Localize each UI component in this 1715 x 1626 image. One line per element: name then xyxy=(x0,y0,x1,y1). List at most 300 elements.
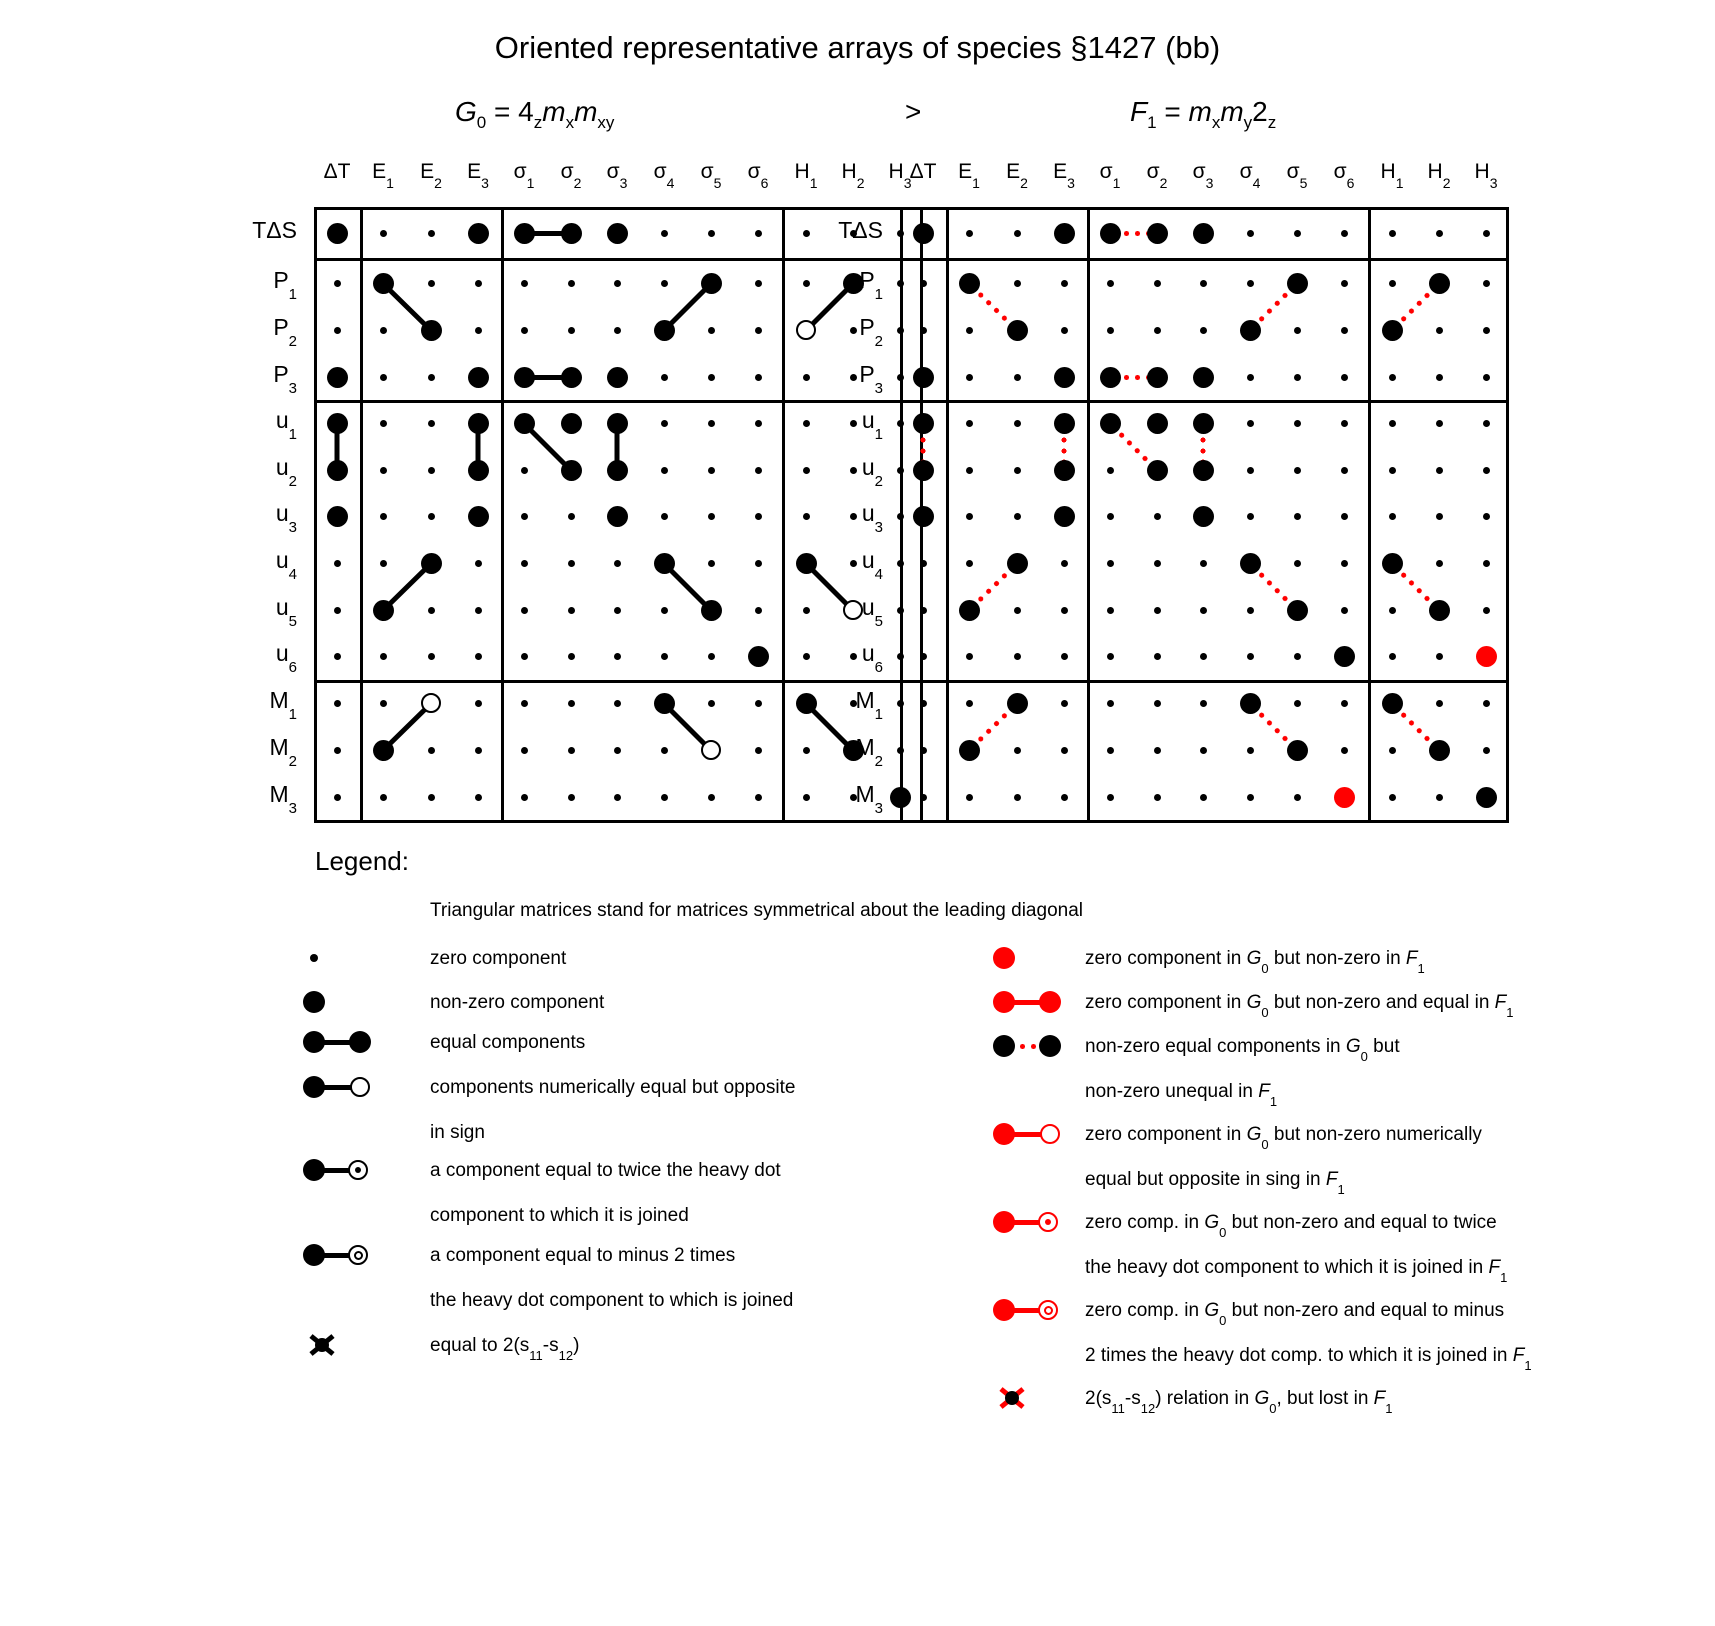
zero-dot xyxy=(661,280,668,287)
zero-dot xyxy=(1294,467,1301,474)
nonzero-dot xyxy=(1193,413,1214,434)
nonzero-dot xyxy=(607,460,628,481)
nonzero-dot xyxy=(654,320,675,341)
nonzero-dot xyxy=(1429,600,1450,621)
row-header-base: P xyxy=(859,361,875,387)
legend-group-G: G xyxy=(1204,1300,1220,1321)
zero-dot xyxy=(1436,794,1443,801)
column-header-sub: 2 xyxy=(434,175,442,192)
zero-dot xyxy=(475,700,482,707)
legend-cross-icon xyxy=(306,1331,340,1359)
legend-text-part: 2 times the heavy dot comp. to which it is joined in xyxy=(1085,1345,1513,1366)
right-group-label xyxy=(1130,96,1277,132)
row-header-P3 xyxy=(237,361,297,397)
zero-dot xyxy=(334,653,341,660)
zero-dot xyxy=(568,513,575,520)
zero-dot xyxy=(1107,794,1114,801)
column-header-σ4 xyxy=(1228,160,1272,192)
red-nonzero-dot xyxy=(1476,646,1497,667)
nonzero-dot xyxy=(1007,553,1028,574)
row-header-sub: 2 xyxy=(874,332,883,350)
zero-dot xyxy=(1061,607,1068,614)
legend-group-F: F xyxy=(1373,1388,1386,1409)
legend-text-part: but xyxy=(1367,1036,1400,1057)
column-header-base: E xyxy=(1053,160,1068,183)
zero-dot xyxy=(1389,747,1396,754)
zero-dot xyxy=(1107,327,1114,334)
nonzero-dot xyxy=(1100,367,1121,388)
zero-dot xyxy=(521,467,528,474)
zero-dot xyxy=(1483,700,1490,707)
column-header-H3 xyxy=(1464,160,1508,192)
legend-symbol-red-solid-doublecircle xyxy=(990,1296,1090,1324)
legend-symbol-black-solid-open xyxy=(300,1073,400,1101)
nonzero-dot xyxy=(327,367,348,388)
zero-dot xyxy=(1107,513,1114,520)
zero-dot xyxy=(661,513,668,520)
zero-dot xyxy=(1389,230,1396,237)
zero-dot xyxy=(614,280,621,287)
row-header-u6 xyxy=(237,640,297,676)
row-header-sub: 5 xyxy=(288,612,297,630)
left-group-label xyxy=(455,96,615,132)
column-header-E2 xyxy=(409,160,453,192)
legend-group-G-sub: 0 xyxy=(1261,960,1269,976)
row-header-TS xyxy=(823,217,883,244)
zero-dot xyxy=(661,374,668,381)
row-header-P1 xyxy=(823,267,883,303)
zero-dot xyxy=(1014,794,1021,801)
left-group-subscript: 0 xyxy=(476,113,487,132)
row-header-u2 xyxy=(823,454,883,490)
column-header-base: σ xyxy=(1146,160,1160,183)
zero-dot xyxy=(334,327,341,334)
zero-dot xyxy=(1107,607,1114,614)
zero-dot xyxy=(521,560,528,567)
legend-group-G: G xyxy=(1254,1388,1270,1409)
nonzero-dot xyxy=(373,273,394,294)
zero-dot xyxy=(1389,513,1396,520)
legend-open-circle xyxy=(1040,1124,1060,1144)
nonzero-dot xyxy=(607,506,628,527)
zero-dot xyxy=(920,327,927,334)
zero-dot xyxy=(708,794,715,801)
column-header-sub: 4 xyxy=(666,175,675,192)
zero-dot xyxy=(755,513,762,520)
zero-dot xyxy=(1107,700,1114,707)
zero-dot xyxy=(614,607,621,614)
zero-dot xyxy=(966,513,973,520)
zero-dot xyxy=(708,467,715,474)
nonzero-dot xyxy=(607,413,628,434)
zero-dot xyxy=(1154,653,1161,660)
legend-symbol-cross-red xyxy=(990,1384,1090,1412)
zero-dot xyxy=(1154,560,1161,567)
matrix-vertical-divider xyxy=(501,207,504,823)
column-header-base: σ xyxy=(1333,160,1347,183)
legend-group-F-sub: 1 xyxy=(1417,960,1425,976)
zero-dot xyxy=(1061,280,1068,287)
legend-filled-dot xyxy=(993,1299,1015,1321)
nonzero-dot xyxy=(1334,646,1355,667)
nonzero-dot xyxy=(1100,413,1121,434)
red-nonzero-dot xyxy=(1334,787,1355,808)
zero-dot xyxy=(1014,607,1021,614)
row-header-u4 xyxy=(823,547,883,583)
group-relation-symbol: > xyxy=(905,96,922,127)
zero-dot xyxy=(1341,747,1348,754)
zero-dot xyxy=(803,374,810,381)
legend-text-part: but non-zero and equal in xyxy=(1268,992,1495,1013)
nonzero-dot xyxy=(607,223,628,244)
zero-dot xyxy=(1247,794,1254,801)
nonzero-dot xyxy=(1382,320,1403,341)
column-header-E3 xyxy=(1042,160,1086,192)
zero-dot xyxy=(1341,700,1348,707)
right-group-rx: x xyxy=(1211,113,1221,132)
column-header-base: H xyxy=(794,160,810,183)
column-header-base: E xyxy=(1006,160,1021,183)
zero-dot xyxy=(708,653,715,660)
zero-dot xyxy=(1294,230,1301,237)
row-header-sub: 2 xyxy=(288,752,297,770)
column-header-base: σ xyxy=(1099,160,1113,183)
zero-dot xyxy=(755,420,762,427)
zero-dot xyxy=(803,747,810,754)
column-header-sub: 2 xyxy=(856,175,865,192)
legend-text-sub: 12 xyxy=(1140,1400,1156,1416)
nonzero-dot xyxy=(796,693,817,714)
row-header-sub: 3 xyxy=(288,518,297,536)
zero-dot xyxy=(380,327,387,334)
legend-filled-dot xyxy=(310,954,318,962)
nonzero-dot xyxy=(468,413,489,434)
zero-dot xyxy=(803,230,810,237)
zero-dot xyxy=(1247,653,1254,660)
zero-dot xyxy=(1154,327,1161,334)
zero-dot xyxy=(803,607,810,614)
column-header-base: σ xyxy=(1192,160,1206,183)
zero-dot xyxy=(966,327,973,334)
nonzero-dot xyxy=(913,460,934,481)
zero-dot xyxy=(1294,513,1301,520)
legend-text-part: but non-zero and equal to minus xyxy=(1226,1300,1505,1321)
zero-dot xyxy=(1247,374,1254,381)
zero-dot xyxy=(475,560,482,567)
zero-dot xyxy=(1389,653,1396,660)
legend-text-part: zero comp. in xyxy=(1085,1212,1205,1233)
zero-dot xyxy=(1294,700,1301,707)
column-header-σ2 xyxy=(549,160,593,192)
zero-dot xyxy=(1341,607,1348,614)
legend-item-text: a component equal to twice the heavy dot xyxy=(430,1160,781,1181)
zero-dot xyxy=(521,747,528,754)
row-header-M1 xyxy=(237,687,297,723)
row-header-base: u xyxy=(861,594,875,620)
legend-filled-dot xyxy=(1039,1035,1061,1057)
column-header-base: H xyxy=(841,160,857,183)
zero-dot xyxy=(1389,794,1396,801)
row-header-sub: 4 xyxy=(874,565,883,583)
zero-dot xyxy=(334,280,341,287)
zero-dot xyxy=(1154,513,1161,520)
zero-dot xyxy=(1341,467,1348,474)
legend-group-G-sub: 0 xyxy=(1269,1400,1277,1416)
row-header-base: P xyxy=(273,361,289,387)
zero-dot xyxy=(568,607,575,614)
row-header-base: P xyxy=(859,267,875,293)
zero-dot xyxy=(966,700,973,707)
zero-dot xyxy=(920,280,927,287)
zero-dot xyxy=(661,794,668,801)
matrix-horizontal-divider xyxy=(900,258,1509,261)
row-header-u5 xyxy=(823,594,883,630)
zero-dot xyxy=(428,467,435,474)
legend-text-part: but non-zero numerically xyxy=(1268,1124,1482,1145)
row-header-sub: 1 xyxy=(288,705,297,723)
column-header-sub: 6 xyxy=(1346,175,1355,192)
legend-text-part: the heavy dot component to which it is joined in xyxy=(1085,1257,1489,1278)
zero-dot xyxy=(521,280,528,287)
nonzero-dot xyxy=(468,223,489,244)
legend-text-part: 2(s xyxy=(1085,1388,1112,1409)
zero-dot xyxy=(614,653,621,660)
column-header-base: H xyxy=(1427,160,1443,183)
legend-text-part: , but lost in xyxy=(1276,1388,1374,1409)
zero-dot xyxy=(920,653,927,660)
zero-dot xyxy=(1014,467,1021,474)
legend-item-text: a component equal to minus 2 times xyxy=(430,1245,736,1266)
zero-dot xyxy=(521,607,528,614)
row-header-M3 xyxy=(237,781,297,817)
row-header-TS xyxy=(237,217,297,244)
row-header-sub: 4 xyxy=(288,565,297,583)
column-header-σ3 xyxy=(595,160,639,192)
legend-group-F-sub: 1 xyxy=(1269,1093,1278,1109)
column-header-sub: 3 xyxy=(903,175,912,192)
page-title: Oriented representative arrays of species §1427 (bb) xyxy=(494,30,1221,65)
legend-symbol-red-solid-red xyxy=(990,988,1090,1016)
legend-group-G: G xyxy=(1204,1212,1220,1233)
left-group-m2: m xyxy=(574,96,598,127)
zero-dot xyxy=(1483,607,1490,614)
column-header-sub: 6 xyxy=(760,175,769,192)
zero-dot xyxy=(803,794,810,801)
row-header-base: u xyxy=(861,500,875,526)
legend-text-sub: 11 xyxy=(529,1347,543,1363)
row-header-base: TΔS xyxy=(252,217,297,243)
row-header-base: M xyxy=(269,687,289,713)
legend-group-G: G xyxy=(1345,1036,1361,1057)
row-header-base: u xyxy=(275,500,289,526)
zero-dot xyxy=(568,747,575,754)
zero-dot xyxy=(1107,747,1114,754)
left-group-z: z xyxy=(533,113,543,132)
matrix-vertical-divider xyxy=(1087,207,1090,823)
legend-text-part: ) relation in xyxy=(1155,1388,1255,1409)
zero-dot xyxy=(428,230,435,237)
column-header-base: E xyxy=(420,160,435,183)
zero-dot xyxy=(334,700,341,707)
zero-dot xyxy=(1294,653,1301,660)
open-circle-dot xyxy=(701,740,721,760)
nonzero-dot xyxy=(959,273,980,294)
zero-dot xyxy=(966,653,973,660)
nonzero-dot xyxy=(1429,273,1450,294)
zero-dot xyxy=(1294,374,1301,381)
column-header-base: σ xyxy=(653,160,667,183)
legend-group-G-sub: 0 xyxy=(1261,1004,1269,1020)
zero-dot xyxy=(380,230,387,237)
row-header-base: P xyxy=(273,314,289,340)
nonzero-dot xyxy=(1382,553,1403,574)
nonzero-dot xyxy=(327,460,348,481)
zero-dot xyxy=(1389,374,1396,381)
column-header-H2 xyxy=(1417,160,1461,192)
column-header-sub: 2 xyxy=(1159,175,1168,192)
zero-dot xyxy=(1483,374,1490,381)
zero-dot xyxy=(661,230,668,237)
column-header-σ6 xyxy=(1322,160,1366,192)
column-header-σ4 xyxy=(642,160,686,192)
zero-dot xyxy=(1107,467,1114,474)
legend-group-F: F xyxy=(1405,948,1418,969)
row-header-u5 xyxy=(237,594,297,630)
legend-item-text xyxy=(1085,1300,1505,1328)
legend-note: Triangular matrices stand for matrices symmetrical about the leading diagonal xyxy=(430,900,1083,921)
nonzero-dot xyxy=(701,273,722,294)
row-header-P1 xyxy=(237,267,297,303)
zero-dot xyxy=(755,280,762,287)
row-header-sub: 3 xyxy=(288,379,297,397)
row-header-sub: 1 xyxy=(874,285,883,303)
row-header-M1 xyxy=(823,687,883,723)
legend-inner-ring xyxy=(354,1251,363,1260)
legend-text-part: equal but opposite in sing in xyxy=(1085,1169,1326,1190)
legend-filled-dot xyxy=(993,1035,1015,1057)
zero-dot xyxy=(920,747,927,754)
zero-dot xyxy=(475,747,482,754)
zero-dot xyxy=(803,467,810,474)
zero-dot xyxy=(966,230,973,237)
nonzero-dot xyxy=(701,600,722,621)
row-header-base: u xyxy=(275,547,289,573)
row-header-sub: 6 xyxy=(874,658,883,676)
column-header-base: H xyxy=(1474,160,1490,183)
nonzero-dot xyxy=(1287,273,1308,294)
legend-text-sub: 11 xyxy=(1111,1400,1125,1416)
column-header-H1 xyxy=(784,160,828,192)
column-header-base: σ xyxy=(513,160,527,183)
legend-item-text: components numerically equal but opposite xyxy=(430,1077,796,1098)
nonzero-dot xyxy=(421,320,442,341)
legend-group-F: F xyxy=(1488,1257,1501,1278)
legend-text-part: but non-zero in xyxy=(1268,948,1406,969)
zero-dot xyxy=(1247,513,1254,520)
zero-dot xyxy=(1107,653,1114,660)
zero-dot xyxy=(1061,560,1068,567)
zero-dot xyxy=(1200,794,1207,801)
right-group-ry: y xyxy=(1243,113,1253,132)
zero-dot xyxy=(1247,747,1254,754)
legend-group-G-sub: 0 xyxy=(1360,1048,1368,1064)
legend-item-text: the heavy dot component to which is joined xyxy=(430,1290,794,1311)
legend-item-text xyxy=(1085,1081,1278,1109)
column-header-σ5 xyxy=(1275,160,1319,192)
zero-dot xyxy=(428,420,435,427)
column-header-σ2 xyxy=(1135,160,1179,192)
zero-dot xyxy=(803,513,810,520)
zero-dot xyxy=(1200,560,1207,567)
legend-group-F: F xyxy=(1325,1169,1338,1190)
row-header-base: P xyxy=(273,267,289,293)
nonzero-dot xyxy=(1287,740,1308,761)
right-group-eq: = xyxy=(1156,96,1189,127)
zero-dot xyxy=(1294,420,1301,427)
nonzero-dot xyxy=(913,506,934,527)
zero-dot xyxy=(334,747,341,754)
zero-dot xyxy=(803,653,810,660)
row-header-sub: 3 xyxy=(874,518,883,536)
nonzero-dot xyxy=(468,506,489,527)
nonzero-dot xyxy=(561,413,582,434)
zero-dot xyxy=(661,420,668,427)
zero-dot xyxy=(614,794,621,801)
legend-item-text xyxy=(1085,1257,1508,1285)
column-header-sub: 1 xyxy=(386,175,394,192)
legend-text-part: -s xyxy=(542,1335,559,1356)
column-header-sub: 5 xyxy=(713,175,722,192)
matrix-vertical-divider xyxy=(360,207,363,823)
zero-dot xyxy=(380,374,387,381)
zero-dot xyxy=(1436,327,1443,334)
zero-dot xyxy=(1436,560,1443,567)
row-header-base: M xyxy=(855,781,875,807)
legend-symbol-red-dot xyxy=(990,944,1090,972)
zero-dot xyxy=(614,327,621,334)
row-header-sub: 5 xyxy=(874,612,883,630)
nonzero-dot xyxy=(748,646,769,667)
matrix-horizontal-divider xyxy=(314,680,923,683)
zero-dot xyxy=(1436,653,1443,660)
legend-group-F: F xyxy=(1512,1345,1525,1366)
zero-dot xyxy=(1200,747,1207,754)
legend-symbol-cross-black xyxy=(300,1331,400,1359)
column-header-sub: 3 xyxy=(481,175,489,192)
zero-dot xyxy=(521,327,528,334)
zero-dot xyxy=(708,374,715,381)
row-header-base: M xyxy=(855,734,875,760)
column-header-σ5 xyxy=(689,160,733,192)
column-header-sub: 1 xyxy=(1395,175,1404,192)
legend-filled-dot xyxy=(993,1123,1015,1145)
column-header-sub: 1 xyxy=(972,175,980,192)
zero-dot xyxy=(1436,467,1443,474)
zero-dot xyxy=(803,420,810,427)
zero-dot xyxy=(475,280,482,287)
zero-dot xyxy=(428,374,435,381)
legend-open-circle xyxy=(350,1077,370,1097)
zero-dot xyxy=(755,230,762,237)
zero-dot xyxy=(1436,374,1443,381)
row-header-base: TΔS xyxy=(838,217,883,243)
legend-group-G: G xyxy=(1246,1124,1262,1145)
column-header-base: σ xyxy=(560,160,574,183)
nonzero-dot xyxy=(1100,223,1121,244)
row-header-base: u xyxy=(275,594,289,620)
legend-cross-icon xyxy=(996,1384,1030,1412)
column-header-E1 xyxy=(947,160,991,192)
